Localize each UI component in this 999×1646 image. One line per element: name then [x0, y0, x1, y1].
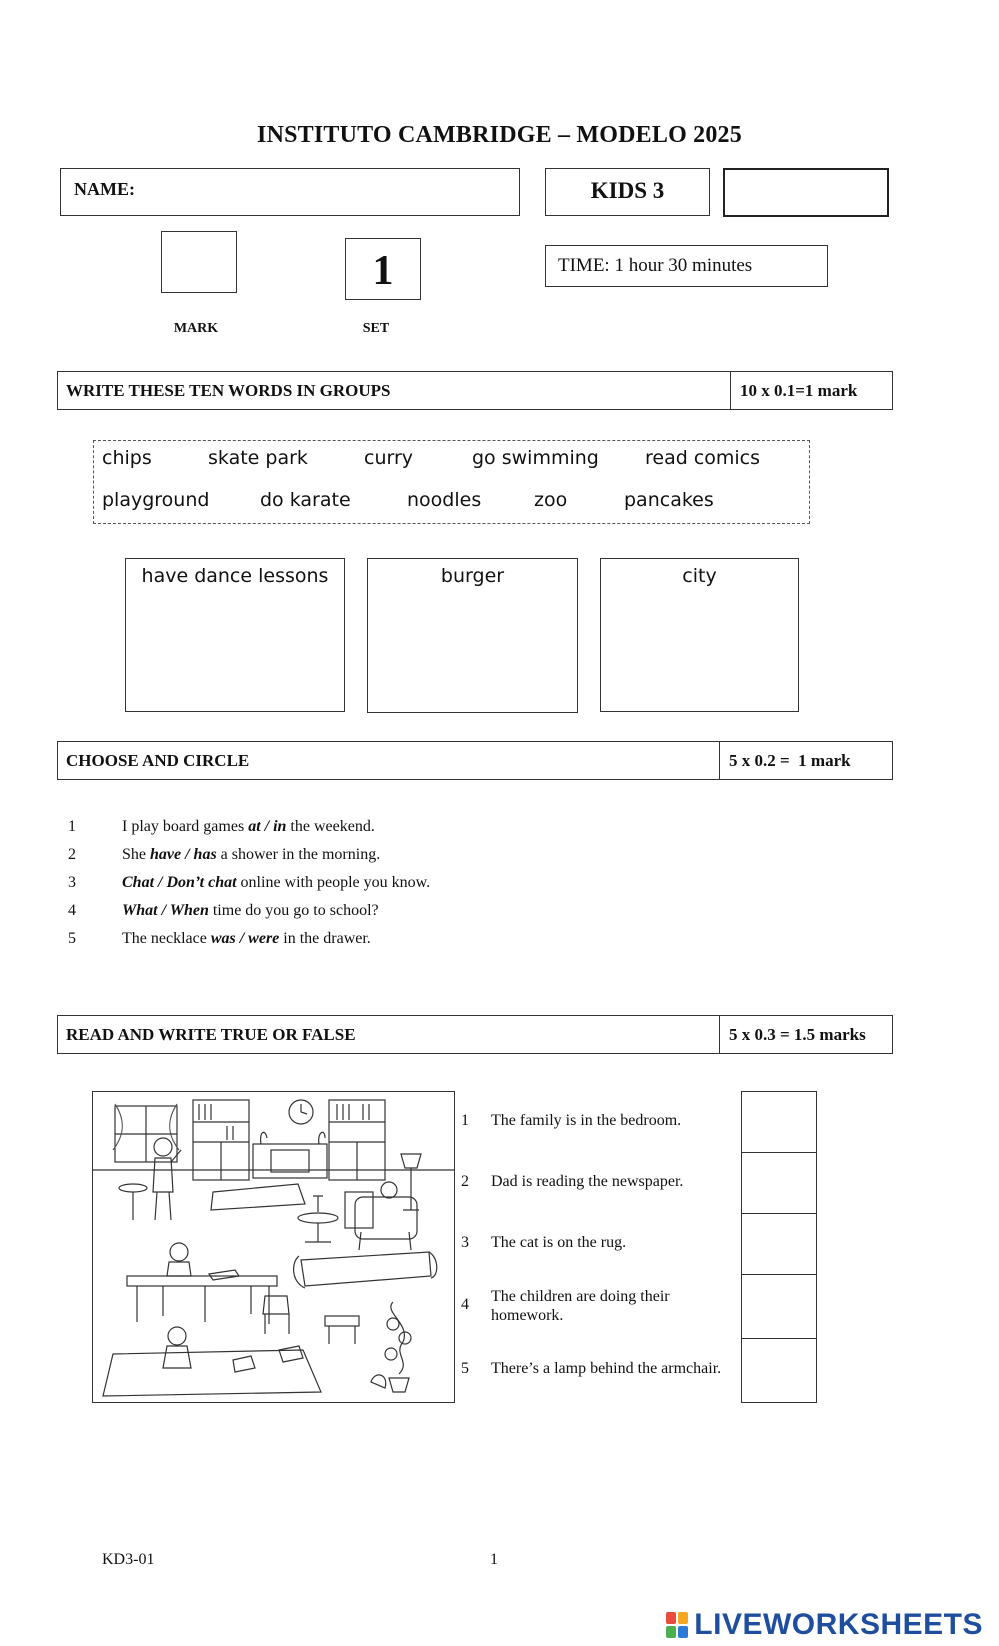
level-box	[545, 168, 710, 216]
word-do-karate: do karate	[260, 489, 351, 511]
answer-box[interactable]	[741, 1213, 817, 1275]
grade-box[interactable]	[723, 168, 889, 217]
word-zoo: zoo	[534, 489, 568, 511]
section-circle-header	[57, 741, 893, 780]
living-room-illustration	[92, 1091, 455, 1403]
name-label: NAME:	[74, 179, 135, 199]
choice-option[interactable]: at / in	[248, 818, 287, 835]
choice-option[interactable]: have / has	[150, 846, 217, 863]
section-groups-header	[57, 371, 893, 410]
level-label: KIDS 3	[590, 178, 665, 203]
word-go-swimming: go swimming	[472, 447, 599, 469]
section-truefalse-instruction: READ AND WRITE TRUE OR FALSE	[66, 1025, 356, 1044]
statement-row: 5	[461, 1360, 469, 1377]
answer-box[interactable]	[741, 1091, 817, 1153]
set-number: 1	[372, 248, 394, 294]
statement-text: The children are doing their homework.	[491, 1288, 670, 1324]
brand-name: LIVEWORKSHEETS	[694, 1608, 983, 1641]
word-read-comics: read comics	[645, 447, 761, 469]
group-box-food[interactable]	[367, 558, 578, 713]
choice-option[interactable]: What / When	[122, 902, 209, 919]
section-groups-score: 10 x 0.1=1 mark	[730, 372, 892, 409]
time-label: TIME: 1 hour 30 minutes	[558, 255, 753, 276]
word-curry: curry	[364, 447, 414, 469]
statement-row: 4	[461, 1296, 469, 1313]
word-playground: playground	[102, 489, 210, 511]
word-bank	[93, 440, 810, 524]
section-truefalse-header	[57, 1015, 893, 1054]
section-circle-score: 5 x 0.2 = 1 mark	[719, 742, 892, 779]
mark-label: MARK	[173, 321, 219, 336]
word-pancakes: pancakes	[624, 489, 714, 511]
set-label: SET	[362, 321, 390, 336]
page-title: INSTITUTO CAMBRIDGE – MODELO 2025	[257, 122, 742, 148]
statement-text: Dad is reading the newspaper.	[491, 1173, 684, 1190]
set-box	[345, 238, 421, 300]
word-noodles: noodles	[407, 489, 482, 511]
liveworksheets-logo[interactable]	[666, 1608, 983, 1642]
choice-option[interactable]: was / were	[210, 930, 280, 947]
word-chips: chips	[102, 447, 152, 469]
group-heading-places: city	[682, 565, 717, 587]
statement-text: There’s a lamp behind the armchair.	[491, 1360, 722, 1377]
answer-box[interactable]	[741, 1274, 817, 1339]
group-box-places[interactable]	[600, 558, 799, 712]
mark-box[interactable]	[161, 231, 237, 293]
answer-box[interactable]	[741, 1338, 817, 1403]
answer-box[interactable]	[741, 1152, 817, 1214]
liveworksheets-logo-icon	[666, 1612, 688, 1638]
footer-code: KD3-01	[102, 1551, 155, 1568]
section-groups-instruction: WRITE THESE TEN WORDS IN GROUPS	[66, 381, 391, 400]
statement-row: 1	[461, 1112, 469, 1129]
statement-text: The family is in the bedroom.	[491, 1112, 682, 1129]
section-circle-instruction: CHOOSE AND CIRCLE	[66, 751, 250, 770]
statement-row: 3	[461, 1234, 469, 1251]
group-box-activities[interactable]	[125, 558, 345, 712]
time-box	[545, 245, 828, 287]
word-skate-park: skate park	[208, 447, 308, 469]
group-heading-activities: have dance lessons	[141, 565, 329, 587]
statement-text: The cat is on the rug.	[491, 1234, 627, 1251]
name-field[interactable]	[60, 168, 520, 216]
choice-option[interactable]: Chat / Don’t chat	[122, 874, 237, 891]
group-heading-food: burger	[440, 565, 505, 587]
section-truefalse-score: 5 x 0.3 = 1.5 marks	[719, 1016, 892, 1053]
footer-page-number: 1	[490, 1551, 498, 1568]
statement-row: 2	[461, 1173, 469, 1190]
